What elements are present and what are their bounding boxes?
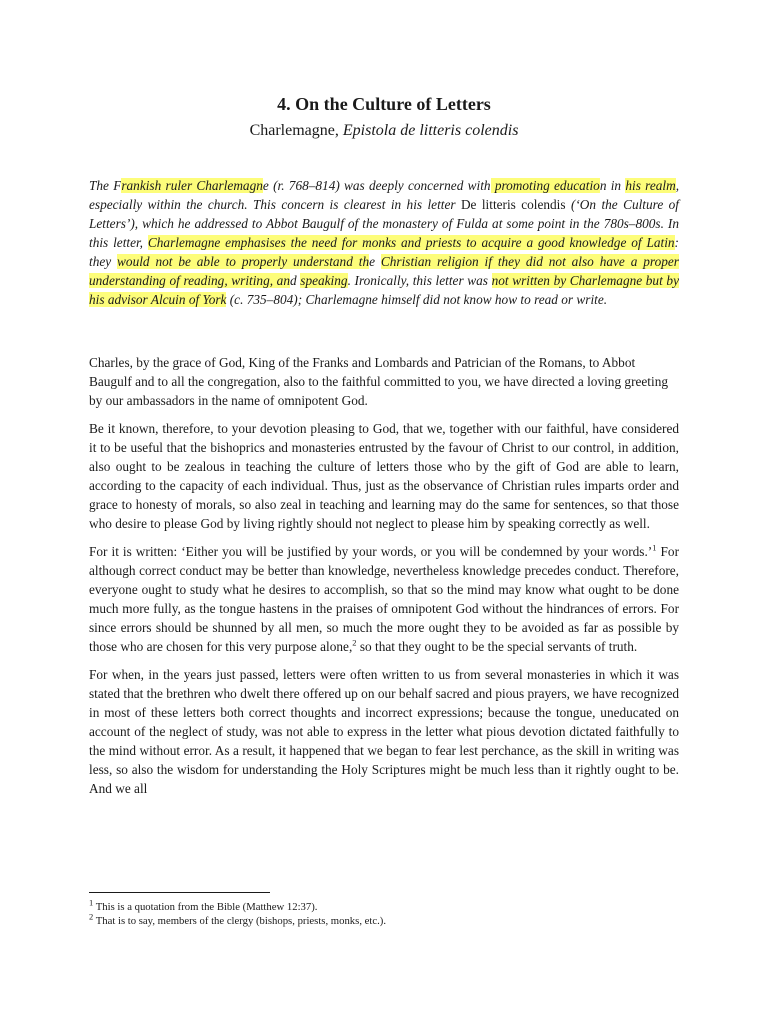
document-page <box>89 92 679 807</box>
highlight-reading-writing: Christian religion if they did not also have a proper understanding of reading, writing, an <box>89 254 679 288</box>
footnote-text: That is to say, members of the clergy (bishops, priests, monks, etc.). <box>93 915 387 927</box>
highlight-latin-knowledge: Charlemagne emphasises the need for monks and priests to acquire a good knowledge of Latin <box>147 235 675 250</box>
intro-text: . Ironically, this letter was <box>347 273 492 288</box>
intro-text: n in <box>599 178 626 193</box>
footnote-text: This is a quotation from the Bible (Matthew 12:37). <box>93 901 318 913</box>
subtitle-author: Charlemagne, <box>249 122 339 139</box>
footnote-number: 1 <box>89 897 94 908</box>
highlight-promoting-education: promoting educatio <box>490 178 600 193</box>
footnote-number: 2 <box>89 911 94 922</box>
highlight-his-realm: his realm <box>625 178 676 193</box>
paragraph-text: so that they ought to be the special servants of truth. <box>356 639 638 654</box>
letter-body <box>89 353 679 798</box>
intro-text: , especially within the church. This concern is clearest in his letter <box>89 178 680 212</box>
intro-text: (‘On the Culture of Letters’), which he addressed to Abbot Baugulf of the monastery of Fulda at some point in the 780s–800s. In this letter, <box>89 197 679 250</box>
footnote-ref-1[interactable]: 1 <box>652 542 657 553</box>
intro-text: e (r. 768–814) was deeply concerned with <box>262 178 491 193</box>
highlight-alcuin-of-york: not written by Charlemagne but by his advisor Alcuin of York <box>89 273 679 307</box>
subtitle-work: Epistola de litteris colendis <box>342 122 519 139</box>
intro-letter-title: De litteris colendis <box>460 197 566 212</box>
footnote-ref-2[interactable]: 2 <box>352 637 357 648</box>
highlight-frankish-ruler: rankish ruler Charlemagn <box>121 178 263 193</box>
paragraph-text: For it is written: ‘Either you will be justified by your words, or you will be condemned by your words.’ <box>89 544 653 559</box>
intro-text: e <box>369 254 381 269</box>
intro-text: The F <box>89 178 122 193</box>
page-subtitle <box>89 120 679 142</box>
paragraph-text: For although correct conduct may be better than knowledge, nevertheless knowledge precedes conduct. Therefore, everyone ought to study what he desires to accomplish, so that so the mind may know what ought to be done much more fully, as the tongue hastens in the praises of omnipotent God without the hindrances of errors. For since errors should be shunned by all men, so much the more ought they to be avoided as far as possible by those who are chosen for this very purpose alone, <box>89 544 679 654</box>
page-title: 4. On the Culture of Letters <box>277 94 491 114</box>
footnote-1 <box>89 897 679 914</box>
highlight-speaking: speaking <box>300 273 348 288</box>
intro-text: d <box>289 273 301 288</box>
intro-text: (c. 735–804); Charlemagne himself did not know how to read or write. <box>226 292 608 307</box>
letter-paragraph-1: Charles, by the grace of God, King of the Franks and Lombards and Patrician of the Romans, to Abbot Baugulf and to all the congregation, also to the faithful committed to you, we have directed a loving greeting by our ambassadors in the name of omnipotent God. <box>89 355 668 408</box>
highlight-understand-religion: would not be able to properly understand th <box>117 254 370 269</box>
footnotes <box>89 897 679 928</box>
intro-text: : they <box>89 235 679 269</box>
letter-paragraph-3 <box>89 542 679 656</box>
letter-paragraph-2: Be it known, therefore, to your devotion pleasing to God, that we, together with our faithful, have considered it to be useful that the bishoprics and monasteries entrusted by the favour of Christ to our control, in addition, also ought to be zealous in teaching the culture of letters those who by the gift of God are able to learn, according to the capacity of each individual. Thus, just as the observance of Christian rules imparts order and grace to honesty of morals, so also zeal in teaching and learning may do the same for sentences, so that those who desire to please God by living rightly should not neglect to please him by speaking correctly as well. <box>89 421 679 531</box>
letter-paragraph-4: For when, in the years just passed, letters were often written to us from several monasteries in which it was stated that the brethren who dwelt there offered up on our behalf sacred and pious prayers, we have recognized in most of these letters both correct thoughts and incorrect expressions; because the tongue, uneducated on account of the neglect of study, was not able to express in the letter what pious devotion dictated faithfully to the mind without error. As a result, it happened that we began to fear lest perchance, as the skill in writing was less, so also the wisdom for understanding the Holy Scriptures might be much less than it rightly ought to be. And we all <box>89 667 679 796</box>
intro-paragraph <box>89 176 679 309</box>
footnote-2 <box>89 911 679 928</box>
footnote-divider <box>89 892 270 893</box>
